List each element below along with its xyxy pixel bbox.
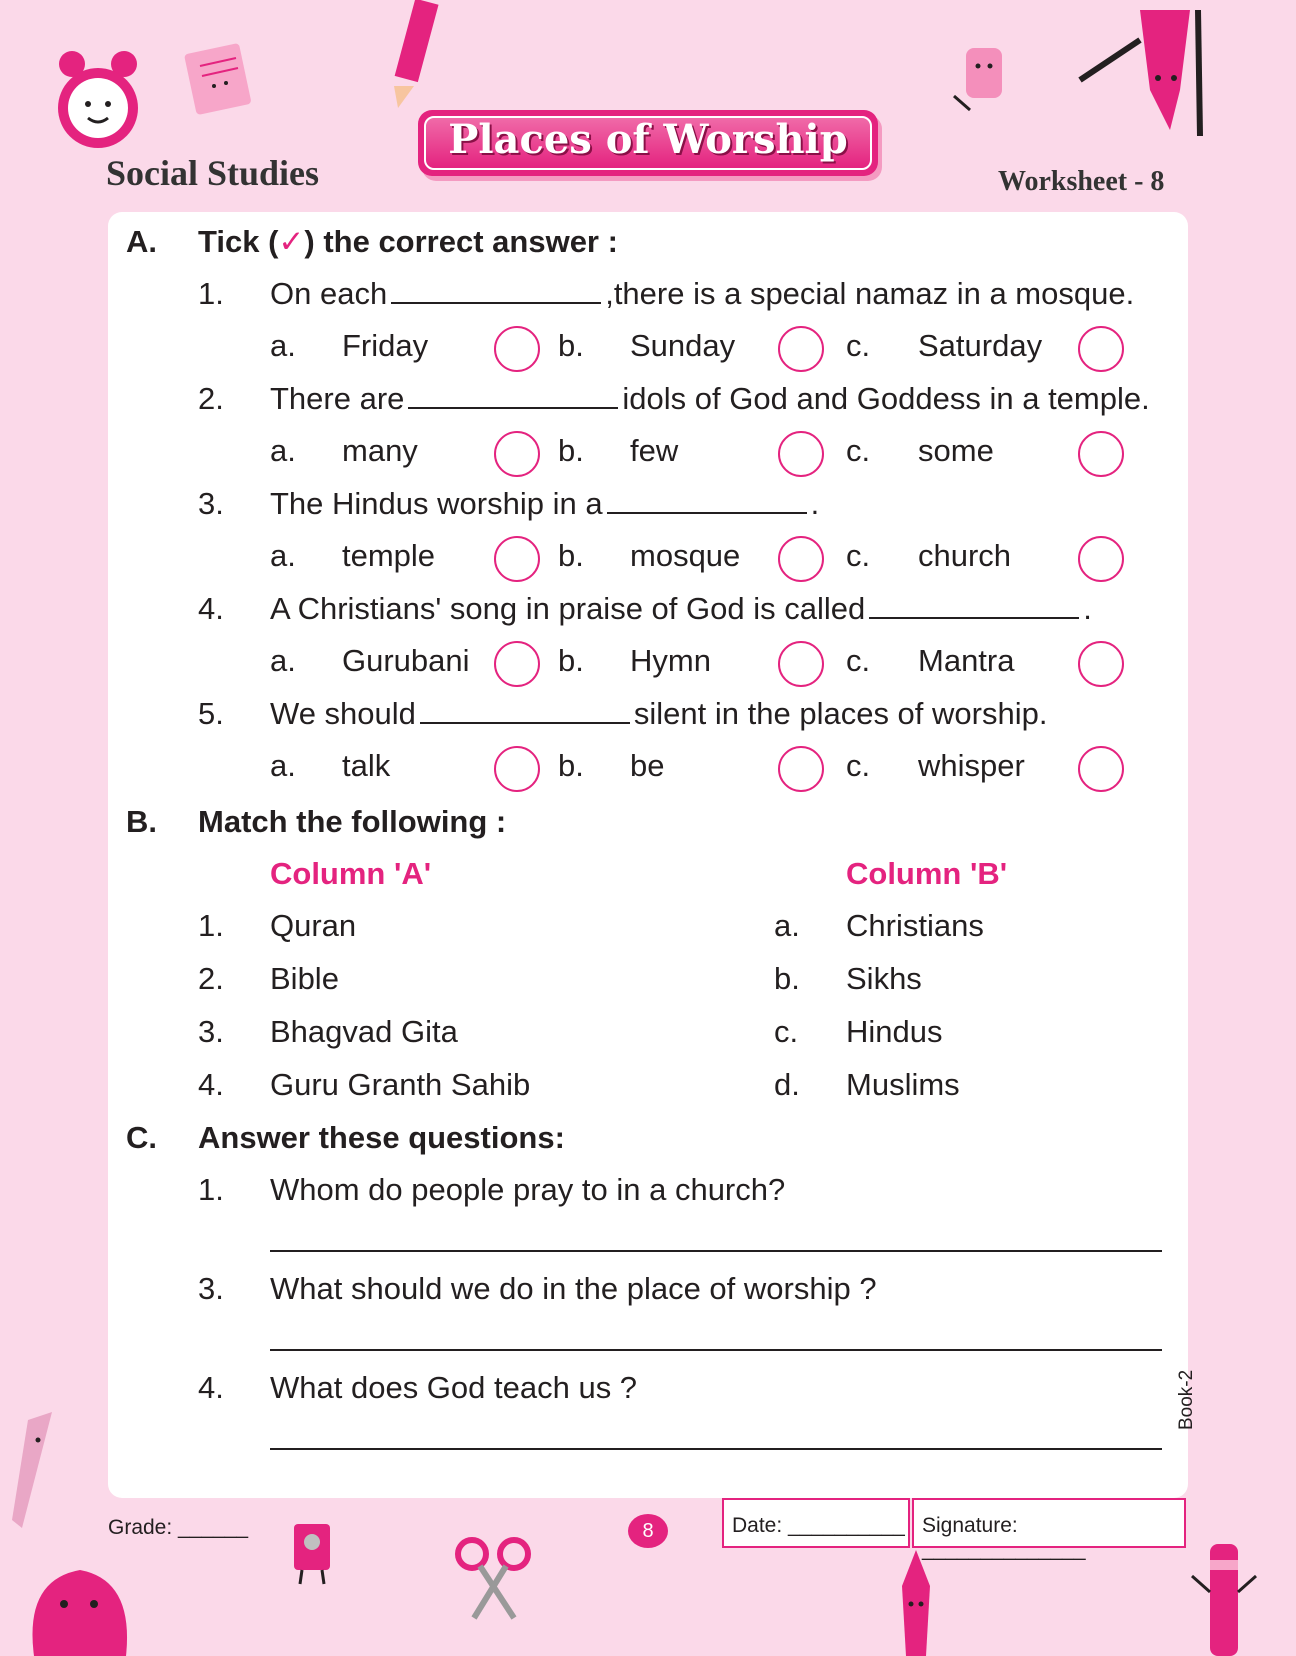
question-post: ,there is a special namaz in a mosque. — [605, 276, 1135, 311]
option-letter: a. — [270, 643, 296, 678]
date-field[interactable]: Date: __________ — [722, 1498, 910, 1548]
option-letter: c. — [846, 748, 871, 783]
option-text: Saturday — [918, 328, 1043, 363]
match-number: 2. — [198, 961, 224, 996]
option-text: be — [630, 748, 665, 783]
option-text: church — [918, 538, 1012, 573]
section-c-letter: C. — [126, 1120, 157, 1155]
grade-field[interactable]: Grade: ______ — [108, 1516, 249, 1539]
question-text — [270, 276, 1134, 312]
answer-question-text: Whom do people pray to in a church? — [270, 1172, 786, 1207]
option-text: some — [918, 433, 994, 468]
section-a-heading: Tick (✓) the correct answer : — [198, 224, 618, 259]
match-number: 3. — [198, 1014, 224, 1049]
answer-blank — [391, 276, 601, 304]
pencil-icon — [384, 0, 444, 110]
option-letter: b. — [558, 748, 584, 783]
answer-blank — [607, 486, 807, 514]
option-checkbox[interactable] — [778, 641, 824, 687]
signature-field[interactable]: Signature: ______________ — [912, 1498, 1186, 1548]
option-checkbox[interactable] — [1078, 326, 1124, 372]
match-letter: c. — [774, 1014, 799, 1049]
option-letter: c. — [846, 433, 871, 468]
crayon-icon — [886, 1546, 946, 1656]
answer-line[interactable] — [270, 1250, 1162, 1252]
option-text: Hymn — [630, 643, 711, 678]
option-text: Sunday — [630, 328, 736, 363]
ruler-icon — [8, 1410, 98, 1530]
pencil-character-icon — [1070, 0, 1210, 140]
column-a-item: Quran — [270, 908, 357, 943]
option-letter: a. — [270, 748, 296, 783]
question-pre: On each — [270, 276, 388, 311]
section-b-heading: Match the following : — [198, 804, 507, 839]
answer-question-number: 4. — [198, 1370, 224, 1405]
question-number: 4. — [198, 591, 224, 626]
option-letter: a. — [270, 538, 296, 573]
question-text — [270, 381, 1150, 417]
question-pre: There are — [270, 381, 405, 416]
column-b-item: Muslims — [846, 1067, 960, 1102]
question-text — [270, 696, 1047, 732]
column-b-item: Hindus — [846, 1014, 943, 1049]
column-b-item: Sikhs — [846, 961, 922, 996]
question-number: 1. — [198, 276, 224, 311]
question-text — [270, 591, 1092, 627]
option-letter: b. — [558, 328, 584, 363]
option-letter: a. — [270, 433, 296, 468]
book-label: Book-2 — [1176, 1369, 1197, 1430]
option-text: few — [630, 433, 679, 468]
page-number-badge: 8 — [628, 1514, 668, 1548]
option-checkbox[interactable] — [494, 326, 540, 372]
answer-line[interactable] — [270, 1448, 1162, 1450]
option-text: temple — [342, 538, 436, 573]
subject-label: Social Studies — [106, 153, 320, 193]
section-b-letter: B. — [126, 804, 157, 839]
question-post: silent in the places of worship. — [633, 696, 1048, 731]
option-checkbox[interactable] — [1078, 746, 1124, 792]
tick-icon: ✓ — [278, 224, 305, 259]
option-letter: c. — [846, 328, 871, 363]
question-pre: A Christians' song in praise of God is called — [270, 591, 866, 626]
answer-blank — [408, 381, 618, 409]
column-a-heading: Column 'A' — [270, 856, 432, 891]
match-letter: b. — [774, 961, 800, 996]
scissors-icon — [452, 1532, 536, 1622]
answer-blank — [869, 591, 1079, 619]
question-pre: We should — [270, 696, 416, 731]
question-number: 2. — [198, 381, 224, 416]
option-checkbox[interactable] — [494, 746, 540, 792]
answer-question-number: 3. — [198, 1271, 224, 1306]
page-title: Places of Worship — [448, 116, 848, 163]
option-checkbox[interactable] — [494, 641, 540, 687]
option-letter: a. — [270, 328, 296, 363]
option-letter: b. — [558, 643, 584, 678]
question-text — [270, 486, 819, 522]
answer-question-text: What should we do in the place of worship ? — [270, 1271, 877, 1306]
option-checkbox[interactable] — [778, 431, 824, 477]
answer-line[interactable] — [270, 1349, 1162, 1351]
option-checkbox[interactable] — [494, 431, 540, 477]
question-number: 5. — [198, 696, 224, 731]
match-number: 1. — [198, 908, 224, 943]
option-checkbox[interactable] — [778, 326, 824, 372]
option-checkbox[interactable] — [494, 536, 540, 582]
title-banner — [418, 110, 878, 176]
option-checkbox[interactable] — [778, 536, 824, 582]
option-checkbox[interactable] — [1078, 431, 1124, 477]
option-text: mosque — [630, 538, 741, 573]
option-text: Gurubani — [342, 643, 470, 678]
match-letter: a. — [774, 908, 800, 943]
section-a-letter: A. — [126, 224, 157, 259]
backpack-icon — [14, 1520, 144, 1656]
option-checkbox[interactable] — [778, 746, 824, 792]
option-text: talk — [342, 748, 391, 783]
section-c-heading: Answer these questions: — [198, 1120, 565, 1155]
answer-blank — [420, 696, 630, 724]
option-text: whisper — [918, 748, 1025, 783]
option-letter: b. — [558, 433, 584, 468]
notepad-icon — [178, 40, 268, 120]
column-a-item: Bible — [270, 961, 339, 996]
option-letter: c. — [846, 643, 871, 678]
answer-question-text: What does God teach us ? — [270, 1370, 638, 1405]
option-text: Friday — [342, 328, 429, 363]
column-b-item: Christians — [846, 908, 984, 943]
column-b-heading: Column 'B' — [846, 856, 1008, 891]
option-text: Mantra — [918, 643, 1015, 678]
question-pre: The Hindus worship in a — [270, 486, 603, 521]
option-checkbox[interactable] — [1078, 641, 1124, 687]
column-a-item: Bhagvad Gita — [270, 1014, 458, 1049]
match-number: 4. — [198, 1067, 224, 1102]
column-a-item: Guru Granth Sahib — [270, 1067, 531, 1102]
option-letter: c. — [846, 538, 871, 573]
eraser-icon — [944, 40, 1024, 120]
question-post: . — [810, 486, 820, 521]
pen-character-icon — [1190, 1540, 1260, 1656]
sharpener-icon — [284, 1518, 344, 1588]
match-letter: d. — [774, 1067, 800, 1102]
question-post: idols of God and Goddess in a temple. — [622, 381, 1150, 416]
option-letter: b. — [558, 538, 584, 573]
option-text: many — [342, 433, 418, 468]
question-number: 3. — [198, 486, 224, 521]
question-post: . — [1083, 591, 1092, 626]
option-checkbox[interactable] — [1078, 536, 1124, 582]
answer-question-number: 1. — [198, 1172, 224, 1207]
worksheet-number: Worksheet - 8 — [998, 166, 1165, 197]
alarm-clock-icon — [52, 46, 152, 156]
